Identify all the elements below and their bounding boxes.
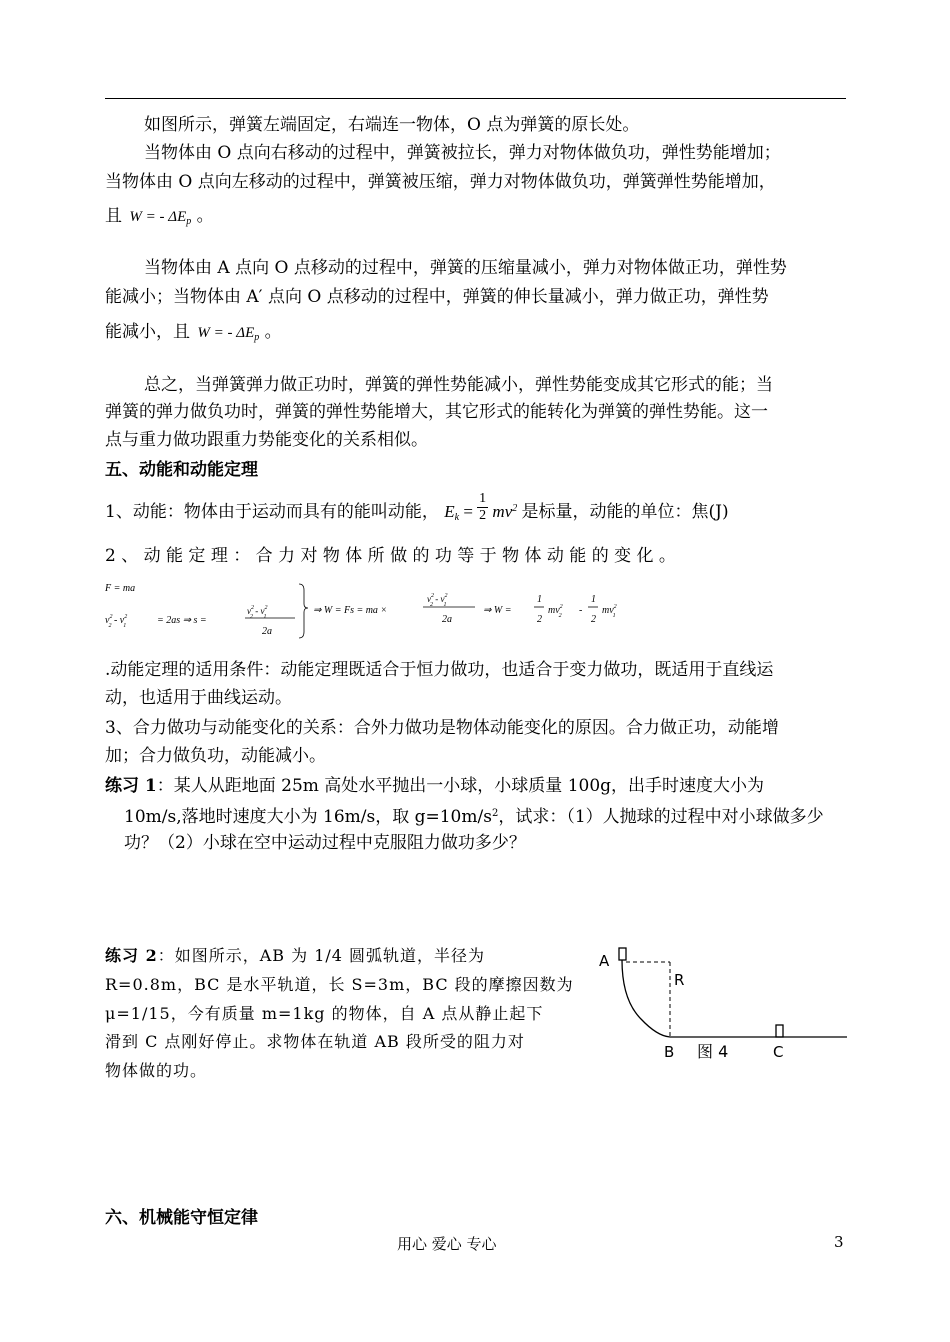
text: 功？（2）小球在空中运动过程中克服阻力做功多少？ <box>124 833 526 853</box>
paragraph-line <box>105 718 846 738</box>
text: 3、合力做功与动能变化的关系：合外力做功是物体动能变化的原因。合力做正功，动能增 <box>105 718 779 738</box>
fraction-denominator: 2 <box>591 614 596 625</box>
minus-sign: - <box>579 605 583 616</box>
block-at-A <box>619 948 626 960</box>
paragraph-line <box>124 833 846 853</box>
fraction-numerator: 1 <box>591 594 596 605</box>
text: 滑到 C 点刚好停止。求物体在轨道 AB 段所受的阻力对 <box>105 1032 525 1051</box>
paragraph-line <box>105 1004 570 1024</box>
section-heading: 六、机械能守恒定律 <box>105 1208 258 1228</box>
paragraph-line <box>105 430 846 450</box>
figure-caption: 图 4 <box>697 1042 729 1061</box>
text: 总之，当弹簧弹力做正功时，弹簧的弹性势能减小，弹性势能变成其它形式的能；当 <box>144 375 773 395</box>
equation-part: = 2as ⇒ s = <box>157 615 207 626</box>
paragraph-line <box>105 688 846 708</box>
theorem-derivation <box>105 576 665 646</box>
paragraph-line <box>144 143 846 163</box>
text: R=0.8m，BC 是水平轨道，长 S=3m，BC 段的摩擦因数为 <box>105 975 574 994</box>
paragraph-line <box>105 322 846 348</box>
text: 当物体由 O 点向右移动的过程中，弹簧被拉长，弹力对物体做负功，弹性势能增加； <box>144 143 781 163</box>
text: 物体做的功。 <box>105 1061 208 1080</box>
header-rule <box>105 98 846 99</box>
text: ：某人从距地面 25m 高处水平抛出一小球，小球质量 100g，出手时速度大小为 <box>156 776 765 796</box>
track-figure <box>595 940 850 1070</box>
formula-work-energy: W = - $\Delta E_p$ <box>197 325 260 343</box>
text: 动，也适用于曲线运动。 <box>105 688 292 708</box>
fraction-numerator: $v^2$ $2 - v^2$ 1 <box>427 593 448 608</box>
paragraph-line <box>105 546 846 566</box>
block-at-C <box>776 1025 783 1037</box>
text: 当物体由 A 点向 O 点移动的过程中，弹簧的压缩量减小，弹力对物体做正功，弹性势 <box>144 258 787 278</box>
text: 点与重力做功跟重力势能变化的关系相似。 <box>105 430 428 450</box>
text: 能减小；当物体由 A′ 点向 O 点移动的过程中，弹簧的伸长量减小，弹力做正功，弹性势 <box>105 287 769 307</box>
text: 1、动能：物体由于运动而具有的能叫动能， <box>105 502 439 522</box>
arc-track <box>622 960 670 1037</box>
text: 加；合力做负功，动能减小。 <box>105 746 326 766</box>
mv-term: $mv^2$ 2 <box>548 604 563 619</box>
paragraph-line <box>144 115 846 135</box>
paragraph-line <box>144 258 846 278</box>
equation-part: ⇒ W = <box>483 605 512 616</box>
exercise-label: 练习 2 <box>105 946 158 965</box>
page-number: 3 <box>834 1233 844 1251</box>
equation-newton: F = ma <box>105 583 136 594</box>
label-B: B <box>664 1043 675 1061</box>
equation-kinematics: $v^2$ $2 - v^2$ 1 <box>105 614 128 629</box>
paragraph-line <box>105 172 846 192</box>
label-C: C <box>773 1043 784 1061</box>
text: 。 <box>264 322 282 342</box>
fraction-denominator: 2 <box>537 614 542 625</box>
footer-motto: 用心 爱心 专心 <box>397 1235 497 1253</box>
text: μ=1/15，今有质量 m=1kg 的物体，自 A 点从静止起下 <box>105 1004 544 1023</box>
text: 且 <box>105 206 122 226</box>
paragraph-line <box>105 746 846 766</box>
fraction-numerator: 1 <box>537 594 542 605</box>
kinetic-energy-formula: $E_k$ = $\frac{1}{2}$ $mv^2$ <box>444 490 518 523</box>
text: 是标量，动能的单位：焦(J) <box>521 502 729 522</box>
section-heading: 五、动能和动能定理 <box>105 460 258 480</box>
text: 如图所示，弹簧左端固定，右端连一物体，O 点为弹簧的原长处。 <box>144 115 640 135</box>
paragraph-line <box>105 287 846 307</box>
paragraph-line <box>105 206 846 232</box>
label-A: A <box>599 952 610 970</box>
fraction-denominator: 2a <box>442 614 452 625</box>
paragraph-line: 10m/s,落地时速度大小为 16m/s，取 $g=10m/s^2$，试求：（1）人抛球的过程中对小球做多少 <box>124 807 824 827</box>
text: 能减小，且 <box>105 322 190 342</box>
equation-part: ⇒ W = Fs = ma × <box>313 605 388 616</box>
exercise-label: 练习 1 <box>105 776 157 796</box>
label-R: R <box>674 971 685 989</box>
exercise-1 <box>105 776 846 796</box>
text: 10m/s,落地时速度大小为 16m/s，取 g=10m/s <box>124 807 492 827</box>
paragraph-line <box>144 375 846 395</box>
paragraph-line <box>105 975 574 995</box>
brace <box>299 584 308 638</box>
paragraph-line <box>105 1061 570 1081</box>
text: .动能定理的适用条件：动能定理既适合于恒力做功，也适合于变力做功，既适用于直线运 <box>105 660 774 680</box>
text: 当物体由 O 点向左移动的过程中，弹簧被压缩，弹力对物体做负功，弹簧弹性势能增加， <box>105 172 776 192</box>
formula-work-energy: W = - $\Delta E_p$ <box>129 209 192 227</box>
paragraph-line <box>105 660 846 680</box>
text: 2 、 动 能 定 理 ： 合 力 对 物 体 所 做 的 功 等 于 物 体 动 能 的 变 化 。 <box>105 546 676 566</box>
text: ，试求：（1）人抛球的过程中对小球做多少 <box>498 807 824 827</box>
exercise-2 <box>105 946 570 966</box>
paragraph-line <box>105 490 846 537</box>
mv-term: $mv^2$ 1 <box>602 604 617 619</box>
fraction-denominator: 2a <box>262 626 272 637</box>
fraction-numerator: $v^2$ $2 - v^2$ 1 <box>247 605 268 620</box>
text: 。 <box>196 206 214 226</box>
paragraph-line <box>105 402 846 422</box>
text: ：如图所示，AB 为 1/4 圆弧轨道，半径为 <box>157 946 486 965</box>
text: 弹簧的弹力做负功时，弹簧的弹性势能增大，其它形式的能转化为弹簧的弹性势能。这一 <box>105 402 768 422</box>
paragraph-line <box>105 1032 570 1052</box>
